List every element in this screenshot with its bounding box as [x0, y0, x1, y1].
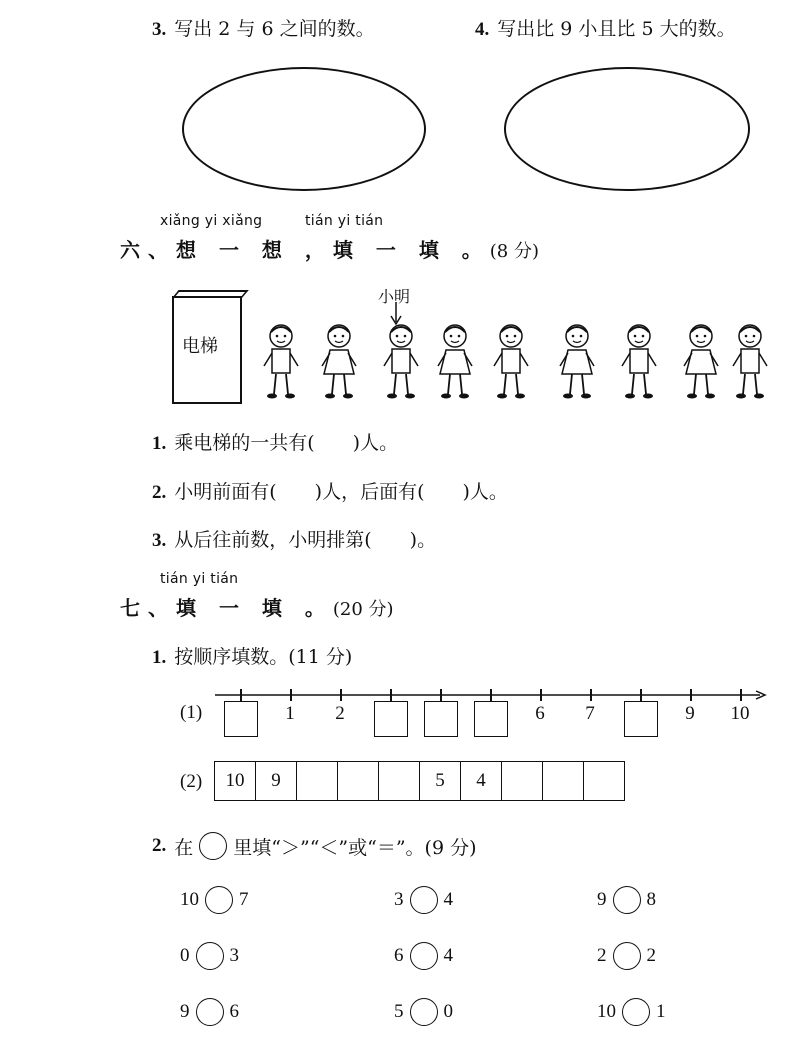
number-line-label: 10 [730, 703, 750, 724]
comparison-left: 2 [597, 945, 607, 966]
section-7-title [120, 592, 394, 621]
comparison-left: 3 [394, 889, 404, 910]
comparison-left: 6 [394, 945, 404, 966]
elevator [172, 296, 242, 404]
number-line-tick [290, 689, 292, 701]
section-6-title [120, 234, 539, 263]
item-text: 小明前面有( )人，后面有( )人。 [174, 481, 508, 503]
child-figure-icon [616, 322, 662, 400]
section-6-item-1 [152, 428, 398, 455]
question-number: 2. [152, 835, 167, 856]
comparison-right: 2 [646, 945, 656, 966]
section-7-title-text: 七、填 一 填 。 [120, 596, 333, 620]
sequence-cell: 5 [420, 762, 461, 801]
number-line-tick [440, 689, 442, 701]
sequence-cell: 4 [461, 762, 502, 801]
question-3-text: 写出 2 与 6 之间的数。 [174, 18, 375, 40]
comparison-answer-circle[interactable] [613, 886, 641, 914]
comparison-right: 6 [229, 1001, 239, 1022]
section-6-score: (8 分) [489, 241, 539, 262]
comparison-item [394, 998, 453, 1026]
number-line-label: 2 [335, 703, 345, 724]
section-7-question-1 [152, 642, 352, 669]
number-line-tick [590, 689, 592, 701]
section-7-question-2 [152, 832, 477, 860]
question-pre: 在 [174, 836, 194, 859]
question-4-number: 4. [475, 19, 490, 40]
comparison-right: 4 [443, 945, 453, 966]
number-line-answer-box[interactable] [374, 701, 408, 737]
comparison-right: 3 [229, 945, 239, 966]
question-4 [475, 14, 736, 41]
comparison-left: 10 [597, 1001, 616, 1022]
item-number: 2. [152, 482, 167, 503]
section-6-item-3 [152, 525, 436, 552]
number-line-answer-box[interactable] [424, 701, 458, 737]
comparison-item [180, 886, 249, 914]
section-6-title-text: 六、想 一 想 ，填 一 填 。 [120, 238, 490, 262]
sequence-answer-cell[interactable] [297, 762, 338, 801]
comparison-answer-circle[interactable] [410, 942, 438, 970]
comparison-item [394, 886, 453, 914]
comparison-answer-circle[interactable] [196, 998, 224, 1026]
item-number: 1. [152, 433, 167, 454]
question-4-text: 写出比 9 小且比 5 大的数。 [497, 18, 736, 40]
circle-icon [199, 832, 227, 860]
number-line-tick [640, 689, 642, 701]
child-figure-icon [678, 322, 724, 400]
number-line-label: 7 [585, 703, 595, 724]
number-line-tick [740, 689, 742, 701]
number-line-tick [540, 689, 542, 701]
comparison-left: 9 [180, 1001, 190, 1022]
answer-ellipse-4[interactable] [504, 67, 750, 191]
number-line-tick [340, 689, 342, 701]
sequence-cell: 9 [256, 762, 297, 801]
comparison-item [597, 998, 666, 1026]
comparison-item [394, 942, 453, 970]
item-text: 从后往前数，小明排第( )。 [174, 529, 437, 551]
question-number: 1. [152, 647, 167, 668]
comparison-answer-circle[interactable] [613, 942, 641, 970]
row-1-label: (1) [180, 702, 203, 723]
comparison-item [180, 942, 239, 970]
sequence-answer-cell[interactable] [502, 762, 543, 801]
comparison-left: 10 [180, 889, 199, 910]
sequence-answer-cell[interactable] [379, 762, 420, 801]
comparison-right: 7 [239, 889, 249, 910]
question-3 [152, 14, 375, 41]
comparison-answer-circle[interactable] [196, 942, 224, 970]
sequence-cell: 10 [215, 762, 256, 801]
sequence-answer-cell[interactable] [584, 762, 625, 801]
comparison-answer-circle[interactable] [205, 886, 233, 914]
elevator-top [172, 290, 249, 298]
number-line-label: 1 [285, 703, 295, 724]
row-2-label: (2) [180, 771, 203, 792]
comparison-right: 1 [656, 1001, 666, 1022]
sequence-answer-cell[interactable] [338, 762, 379, 801]
number-line-label: 6 [535, 703, 545, 724]
comparison-item [597, 886, 656, 914]
section-6-item-2 [152, 477, 508, 504]
comparison-item [597, 942, 656, 970]
comparison-answer-circle[interactable] [622, 998, 650, 1026]
comparison-right: 8 [646, 889, 656, 910]
child-figure-icon [727, 322, 773, 400]
comparison-right: 0 [443, 1001, 453, 1022]
number-line-tick [490, 689, 492, 701]
number-line-tick [390, 689, 392, 701]
comparison-answer-circle[interactable] [410, 886, 438, 914]
item-number: 3. [152, 530, 167, 551]
comparison-answer-circle[interactable] [410, 998, 438, 1026]
section-6-pinyin-1: xiǎng yi xiǎng [160, 213, 263, 229]
question-post: 里填“＞”“＜”或“＝”。(9 分) [233, 836, 477, 859]
number-line-tick [690, 689, 692, 701]
comparison-left: 0 [180, 945, 190, 966]
elevator-label: 电梯 [182, 336, 218, 357]
number-line-label: 9 [685, 703, 695, 724]
number-sequence-table [214, 761, 625, 801]
child-figure-icon [554, 322, 600, 400]
question-3-number: 3. [152, 19, 167, 40]
number-line-tick [240, 689, 242, 701]
comparison-right: 4 [443, 889, 453, 910]
xiaoming-label: 小明 [378, 287, 411, 306]
answer-ellipse-3[interactable] [182, 67, 426, 191]
comparison-item [180, 998, 239, 1026]
item-text: 乘电梯的一共有( )人。 [174, 432, 399, 454]
section-7-pinyin: tián yi tián [160, 571, 239, 587]
section-7-score: (20 分) [332, 599, 394, 620]
child-figure-icon [316, 322, 362, 400]
child-figure-icon [258, 322, 304, 400]
number-line-answer-box[interactable] [224, 701, 258, 737]
comparison-left: 5 [394, 1001, 404, 1022]
question-text: 按顺序填数。(11 分) [174, 646, 353, 668]
number-line-answer-box[interactable] [624, 701, 658, 737]
child-figure-icon [432, 322, 478, 400]
sequence-answer-cell[interactable] [543, 762, 584, 801]
child-figure-icon [488, 322, 534, 400]
comparison-left: 9 [597, 889, 607, 910]
section-6-pinyin-2: tián yi tián [305, 213, 384, 229]
child-figure-icon [378, 322, 424, 400]
number-line-answer-box[interactable] [474, 701, 508, 737]
